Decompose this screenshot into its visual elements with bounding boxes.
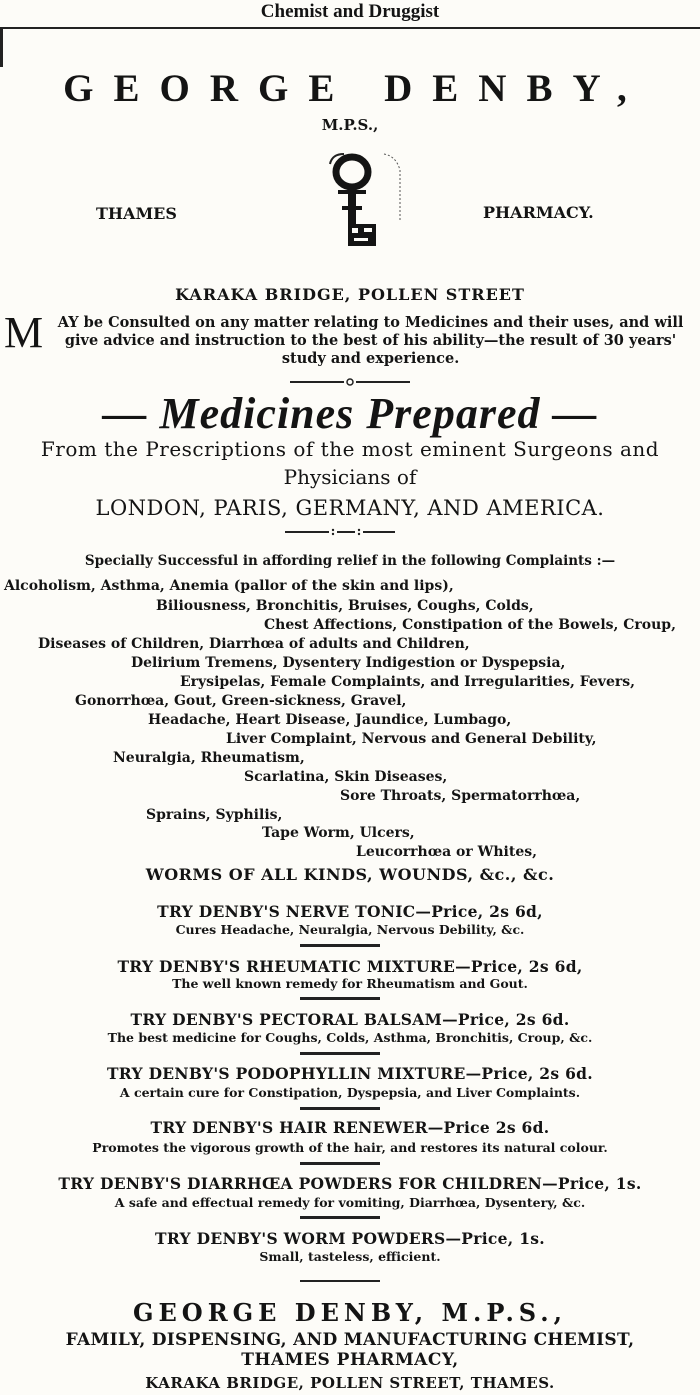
product-desc: The well known remedy for Rheumatism and Gout. xyxy=(172,976,528,991)
left-label: THAMES xyxy=(96,204,177,223)
right-label: PHARMACY. xyxy=(483,203,594,222)
product-name: TRY DENBY'S HAIR RENEWER—Price 2s 6d. xyxy=(150,1118,550,1137)
product-desc: Small, tasteless, efficient. xyxy=(259,1249,441,1264)
divider xyxy=(300,997,380,1000)
complaint-line: Chest Affections, Constipation of the Bowels, Croup, xyxy=(264,617,676,633)
complaint-line: Alcoholism, Asthma, Anemia (pallor of the skin and lips), xyxy=(4,578,454,594)
product-name: TRY DENBY'S WORM POWDERS—Price, 1s. xyxy=(155,1229,545,1248)
product-name: TRY DENBY'S NERVE TONIC—Price, 2s 6d, xyxy=(157,902,543,921)
complaint-line: Sprains, Syphilis, xyxy=(146,807,283,823)
complaint-line: Leucorrhœa or Whites, xyxy=(356,844,537,860)
colon-rule xyxy=(285,526,395,538)
product-desc: Cures Headache, Neuralgia, Nervous Debility, &c. xyxy=(175,922,525,937)
ornament-rule xyxy=(290,376,410,388)
product-desc: A safe and effectual remedy for vomiting, Diarrhœa, Dysentery, &c. xyxy=(114,1195,586,1210)
complaint-line: Liver Complaint, Nervous and General Debility, xyxy=(226,731,597,747)
product-name: TRY DENBY'S DIARRHŒA POWDERS FOR CHILDREN—Price, 1s. xyxy=(58,1174,642,1193)
complaint-line: Erysipelas, Female Complaints, and Irregularities, Fevers, xyxy=(180,674,635,690)
footer-address: KARAKA BRIDGE, POLLEN STREET, THAMES. xyxy=(145,1374,555,1392)
headline: — Medicines Prepared — xyxy=(102,389,598,438)
complaint-line: Diseases of Children, Diarrhœa of adults and Children, xyxy=(38,636,470,652)
credential: M.P.S., xyxy=(321,116,379,134)
from-line-2: Physicians of xyxy=(283,465,417,489)
complaint-line: Neuralgia, Rheumatism, xyxy=(113,750,305,766)
intro-paragraph xyxy=(4,308,694,368)
product-desc: A certain cure for Constipation, Dyspepsia, and Liver Complaints. xyxy=(119,1085,581,1100)
product-desc: The best medicine for Coughs, Colds, Asthma, Bronchitis, Croup, &c. xyxy=(107,1030,593,1045)
complaint-line: Sore Throats, Spermatorrhœa, xyxy=(340,788,581,804)
complaint-line: Tape Worm, Ulcers, xyxy=(262,825,415,841)
page-header: Chemist and Druggist xyxy=(260,1,440,22)
footer-pharmacy: THAMES PHARMACY, xyxy=(241,1350,459,1370)
intro-text: AY be Consulted on any matter relating to Medicines and their uses, and will give advice and instruction to the best of his ability—the result of 30 years' study and experience. xyxy=(57,314,684,367)
complaint-line: Scarlatina, Skin Diseases, xyxy=(244,769,448,785)
footer-name: GEORGE DENBY, M.P.S., xyxy=(133,1298,567,1327)
complaint-line: Gonorrhœa, Gout, Green-sickness, Gravel, xyxy=(75,693,407,709)
product-name: TRY DENBY'S RHEUMATIC MIXTURE—Price, 2s 6d, xyxy=(117,957,583,976)
column-frame xyxy=(0,27,3,67)
masthead-address: KARAKA BRIDGE, POLLEN STREET xyxy=(175,285,525,304)
divider xyxy=(300,944,380,947)
complaints-intro: Specially Successful in affording relief in the following Complaints :— xyxy=(84,553,616,569)
complaints-closing: WORMS OF ALL KINDS, WOUNDS, &c., &c. xyxy=(145,865,555,884)
divider xyxy=(300,1162,380,1165)
from-line-1: From the Prescriptions of the most eminent Surgeons and xyxy=(40,437,660,461)
proprietor-name: GEORGE DENBY, xyxy=(63,67,647,110)
complaint-line: Biliousness, Bronchitis, Bruises, Coughs, Colds, xyxy=(156,598,534,614)
divider xyxy=(300,1280,380,1282)
divider xyxy=(300,1052,380,1055)
complaint-line: Headache, Heart Disease, Jaundice, Lumbago, xyxy=(148,712,512,728)
complaint-line: Delirium Tremens, Dysentery Indigestion or Dyspepsia, xyxy=(131,655,566,671)
key-icon xyxy=(322,150,412,255)
product-name: TRY DENBY'S PODOPHYLLIN MIXTURE—Price, 2s 6d. xyxy=(106,1064,594,1083)
drop-cap: M xyxy=(4,308,44,357)
cities-line: LONDON, PARIS, GERMANY, AND AMERICA. xyxy=(95,496,605,520)
divider xyxy=(300,1107,380,1110)
footer-title: FAMILY, DISPENSING, AND MANUFACTURING CHEMIST, xyxy=(65,1330,635,1350)
divider xyxy=(300,1216,380,1219)
product-desc: Promotes the vigorous growth of the hair, and restores its natural colour. xyxy=(92,1140,608,1155)
product-name: TRY DENBY'S PECTORAL BALSAM—Price, 2s 6d. xyxy=(130,1010,570,1029)
header-rule xyxy=(0,27,700,29)
